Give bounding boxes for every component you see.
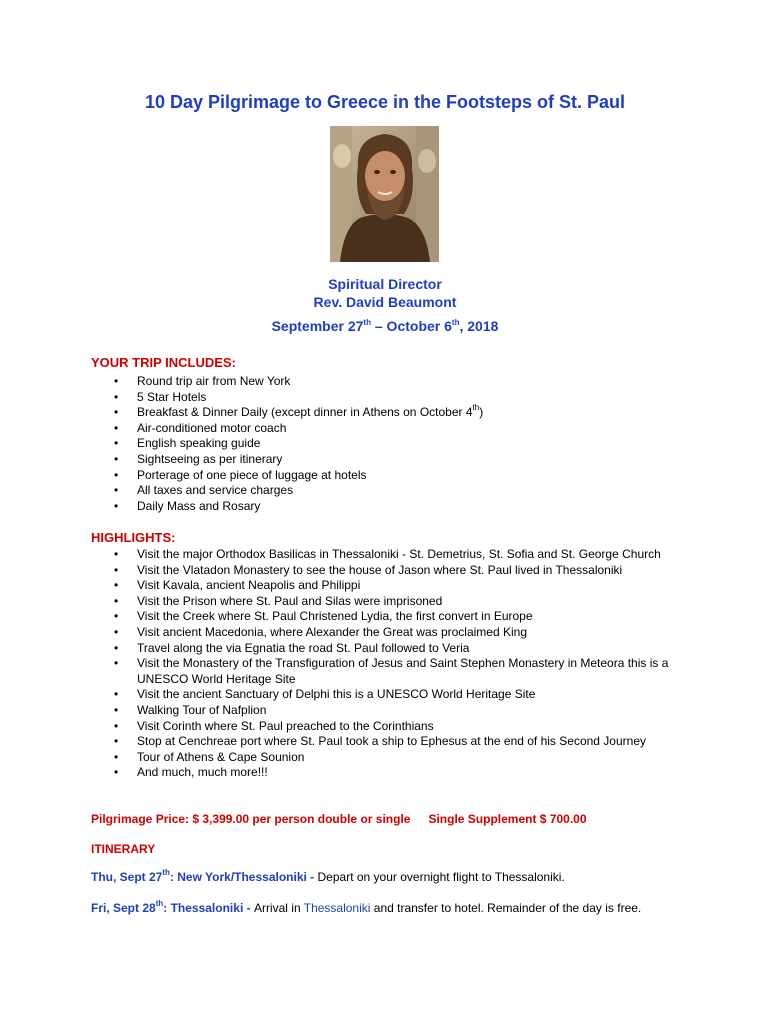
- itinerary-heading: ITINERARY: [91, 842, 156, 856]
- list-item: • English speaking guide: [91, 436, 691, 452]
- day-label: [91, 870, 318, 884]
- list-item: • Visit the Creek where St. Paul Christened Lydia, the first convert in Europe: [91, 609, 691, 625]
- list-item-end: ): [479, 405, 484, 420]
- director-label: Spiritual Director: [328, 276, 442, 292]
- day-text: Depart on your overnight flight to Thessaloniki.: [317, 870, 565, 884]
- spiritual-director-block: [0, 275, 770, 311]
- list-item: • And much, much more!!!: [91, 765, 691, 781]
- list-item: • Visit the Vlatadon Monastery to see the house of Jason where St. Paul lived in Thessaloniki: [91, 563, 691, 579]
- list-item: • Daily Mass and Rosary: [91, 499, 691, 515]
- date-year: , 2018: [459, 318, 499, 334]
- day-text: Arrival in: [253, 901, 304, 915]
- list-item: • Visit the major Orthodox Basilicas in Thessaloniki - St. Demetrius, St. Sofia and St. George Church: [91, 547, 691, 563]
- list-item: • Round trip air from New York: [91, 374, 691, 390]
- day-date-suffix: th: [162, 868, 170, 877]
- list-item: • Visit the ancient Sanctuary of Delphi this is a UNESCO World Heritage Site: [91, 687, 691, 703]
- trip-dates: [0, 318, 770, 334]
- list-item: • Visit Kavala, ancient Neapolis and Philippi: [91, 578, 691, 594]
- director-photo: [330, 126, 439, 262]
- price-line: [91, 812, 587, 826]
- highlights-heading: HIGHLIGHTS:: [91, 530, 176, 545]
- city-link[interactable]: Thessaloniki: [303, 901, 371, 915]
- list-item: • Sightseeing as per itinerary: [91, 452, 691, 468]
- list-item: • Walking Tour of Nafplion: [91, 703, 691, 719]
- list-item: • Travel along the via Egnatia the road St. Paul followed to Veria: [91, 641, 691, 657]
- date-start: September 27: [271, 318, 364, 334]
- includes-heading: YOUR TRIP INCLUDES:: [91, 355, 236, 370]
- day-date: Thu, Sept 27: [91, 870, 163, 884]
- list-item: • 5 Star Hotels: [91, 390, 691, 406]
- date-start-suffix: th: [363, 318, 371, 327]
- day-title: : New York/Thessaloniki -: [169, 870, 318, 884]
- list-item: • All taxes and service charges: [91, 483, 691, 499]
- list-item: • Visit ancient Macedonia, where Alexander the Great was proclaimed King: [91, 625, 691, 641]
- list-item: • Tour of Athens & Cape Sounion: [91, 750, 691, 766]
- list-item: • Visit Corinth where St. Paul preached to the Corinthians: [91, 719, 691, 735]
- single-supplement: Single Supplement $ 700.00: [428, 812, 587, 826]
- highlights-list: [91, 547, 691, 781]
- date-end: – October 6: [370, 318, 452, 334]
- list-item: • Porterage of one piece of luggage at hotels: [91, 468, 691, 484]
- day-title: : Thessaloniki -: [163, 901, 254, 915]
- list-item: • Visit the Prison where St. Paul and Silas were imprisoned: [91, 594, 691, 610]
- day-text-rest: and transfer to hotel. Remainder of the day is free.: [370, 901, 642, 915]
- director-name: Rev. David Beaumont: [313, 294, 457, 310]
- list-item: [91, 405, 691, 421]
- page-title: 10 Day Pilgrimage to Greece in the Footsteps of St. Paul: [144, 92, 626, 112]
- itinerary-day-1: [91, 870, 731, 884]
- list-item: • Stop at Cenchreae port where St. Paul took a ship to Ephesus at the end of his Second Journey: [91, 734, 691, 750]
- pilgrimage-price: Pilgrimage Price: $ 3,399.00 per person double or single: [91, 812, 411, 826]
- list-item-text: Breakfast & Dinner Daily (except dinner in Athens on October 4: [137, 405, 473, 420]
- portrait-image: [330, 126, 439, 262]
- day-date: Fri, Sept 28: [91, 901, 156, 915]
- list-item-suffix: th: [472, 403, 480, 413]
- date-end-suffix: th: [451, 318, 460, 327]
- day-label: [91, 901, 254, 915]
- day-date-suffix: th: [155, 899, 164, 908]
- list-item: • Air-conditioned motor coach: [91, 421, 691, 437]
- itinerary-day-2: [91, 901, 731, 915]
- includes-list: [91, 374, 691, 514]
- list-item: • Visit the Monastery of the Transfiguration of Jesus and Saint Stephen Monastery in Meteora this is a UNESCO World Heritage Site: [91, 656, 691, 687]
